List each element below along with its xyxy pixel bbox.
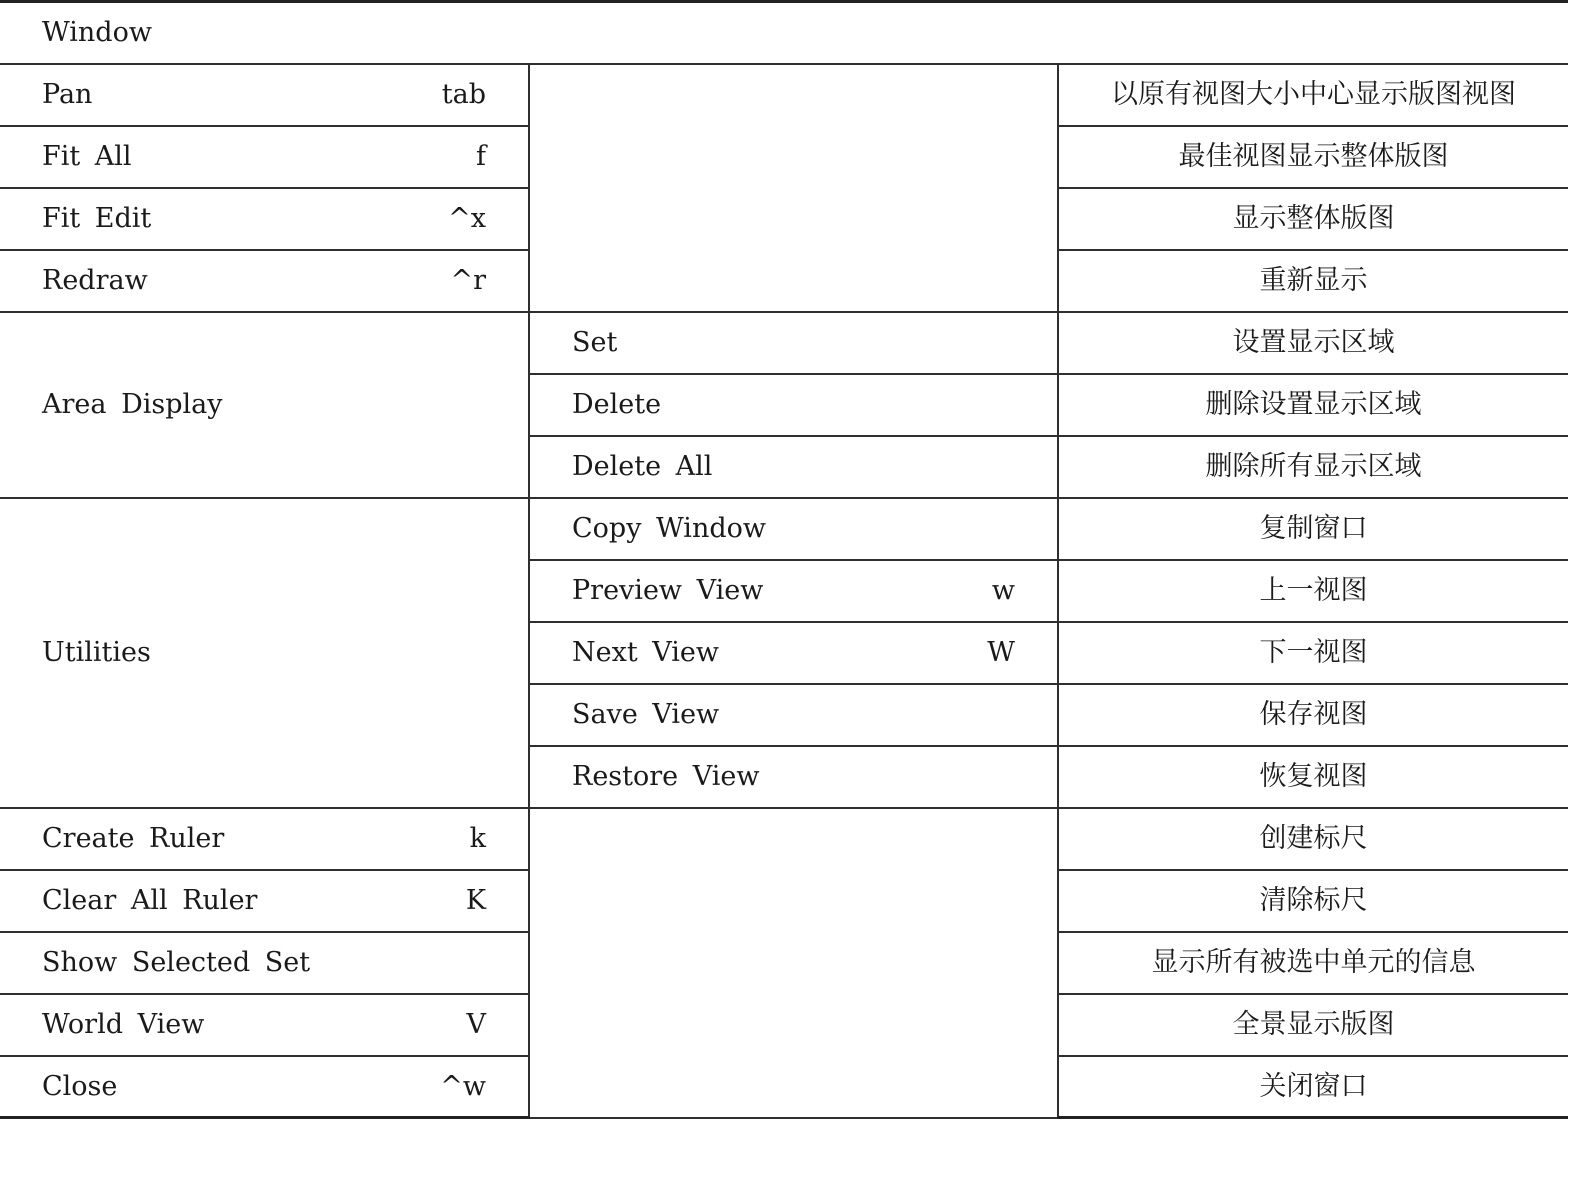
menu-item-fit-all	[0, 126, 529, 188]
submenu-item-copy-window	[529, 498, 1058, 560]
menu-item-shortcut: ^x	[448, 203, 486, 234]
menu-item-description: 删除所有显示区域	[1058, 436, 1568, 498]
menu-group-area-display	[0, 312, 529, 498]
menu-item-clear-all-ruler	[0, 870, 529, 932]
submenu-item-delete	[529, 374, 1058, 436]
menu-item-description: 恢复视图	[1058, 746, 1568, 808]
menu-item-label: Fit Edit	[42, 203, 152, 234]
menu-item-description: 删除设置显示区域	[1058, 374, 1568, 436]
menu-item-close	[0, 1056, 529, 1118]
menu-item-create-ruler	[0, 808, 529, 870]
submenu-item-delete-all	[529, 436, 1058, 498]
table-row	[0, 498, 1568, 560]
menu-item-world-view	[0, 994, 529, 1056]
menu-item-label: Fit All	[42, 141, 132, 172]
window-menu-title	[0, 2, 1568, 64]
table-row-header	[0, 2, 1568, 64]
menu-group-utilities	[0, 498, 529, 808]
menu-item-label: Pan	[42, 79, 93, 110]
window-menu-label: Window	[42, 17, 152, 49]
menu-item-fit-edit	[0, 188, 529, 250]
empty-submenu-cell	[529, 808, 1058, 1118]
menu-item-shortcut: V	[466, 1009, 486, 1040]
menu-item-description: 复制窗口	[1058, 498, 1568, 560]
submenu-item-label: Next View	[572, 637, 720, 668]
menu-item-shortcut: k	[469, 823, 486, 854]
menu-item-description: 全景显示版图	[1058, 994, 1568, 1056]
menu-item-label: Redraw	[42, 265, 148, 296]
menu-item-label: Show Selected Set	[42, 947, 311, 978]
submenu-item-preview-view	[529, 560, 1058, 622]
submenu-item-label: Copy Window	[572, 513, 766, 544]
menu-item-description: 显示所有被选中单元的信息	[1058, 932, 1568, 994]
menu-item-description: 重新显示	[1058, 250, 1568, 312]
menu-item-description: 保存视图	[1058, 684, 1568, 746]
menu-item-label: Clear All Ruler	[42, 885, 258, 916]
menu-item-description: 上一视图	[1058, 560, 1568, 622]
submenu-item-label: Restore View	[572, 761, 760, 792]
menu-item-label: Create Ruler	[42, 823, 225, 854]
submenu-item-save-view	[529, 684, 1058, 746]
menu-item-description: 最佳视图显示整体版图	[1058, 126, 1568, 188]
menu-item-description: 设置显示区域	[1058, 312, 1568, 374]
table-row	[0, 808, 1568, 870]
menu-item-description: 下一视图	[1058, 622, 1568, 684]
submenu-item-shortcut: W	[987, 637, 1015, 668]
menu-group-label: Utilities	[42, 637, 151, 668]
submenu-item-next-view	[529, 622, 1058, 684]
submenu-item-label: Set	[572, 327, 618, 358]
menu-item-label: World View	[42, 1009, 205, 1040]
submenu-item-set	[529, 312, 1058, 374]
menu-item-description: 以原有视图大小中心显示版图视图	[1058, 64, 1568, 126]
table-row	[0, 64, 1568, 126]
submenu-item-restore-view	[529, 746, 1058, 808]
submenu-item-shortcut: w	[991, 575, 1015, 606]
menu-item-description: 显示整体版图	[1058, 188, 1568, 250]
menu-group-label: Area Display	[42, 389, 223, 420]
submenu-item-label: Delete All	[572, 451, 713, 482]
menu-item-show-selected-set	[0, 932, 529, 994]
submenu-item-label: Preview View	[572, 575, 764, 606]
menu-item-label: Close	[42, 1070, 118, 1102]
menu-item-pan	[0, 64, 529, 126]
menu-item-redraw	[0, 250, 529, 312]
submenu-item-label: Save View	[572, 699, 720, 730]
empty-submenu-cell	[529, 64, 1058, 312]
submenu-item-label: Delete	[572, 389, 662, 420]
menu-item-shortcut: K	[465, 885, 486, 916]
menu-item-description: 关闭窗口	[1058, 1056, 1568, 1118]
menu-item-shortcut: ^r	[450, 265, 486, 296]
table-row	[0, 312, 1568, 374]
menu-item-shortcut: ^w	[440, 1070, 486, 1102]
menu-item-shortcut: f	[476, 141, 486, 172]
menu-item-shortcut: tab	[441, 79, 486, 110]
menu-item-description: 创建标尺	[1058, 808, 1568, 870]
menu-item-description: 清除标尺	[1058, 870, 1568, 932]
